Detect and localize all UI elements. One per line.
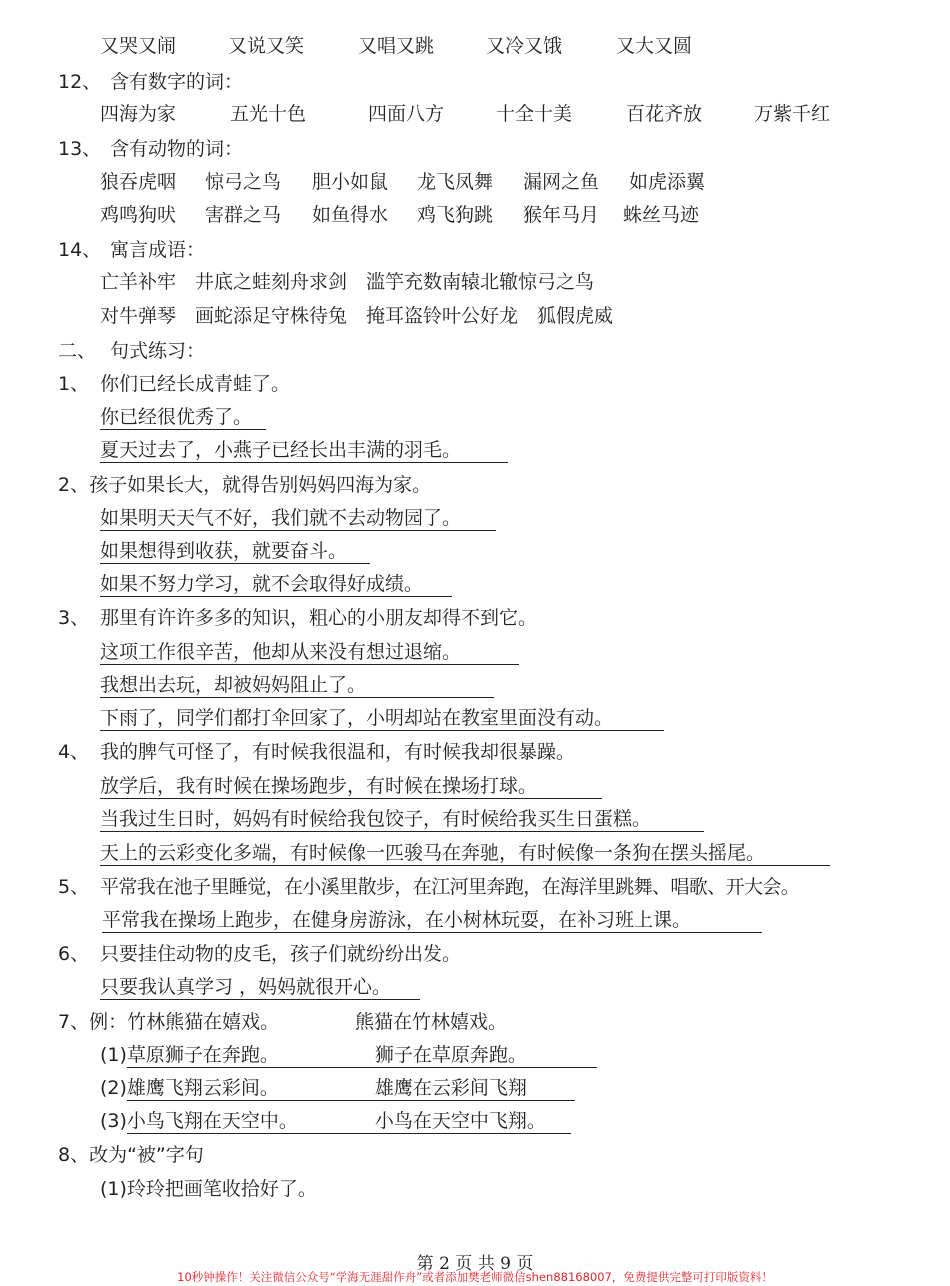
item-label: (3) xyxy=(100,1110,127,1132)
question-5 xyxy=(58,875,799,899)
question-example: 7、例：竹林熊猫在嬉戏。 xyxy=(58,1011,280,1033)
answer-line xyxy=(100,706,664,731)
word: 又唱又跳 xyxy=(358,35,435,57)
answer-text: 你已经很优秀了。 xyxy=(100,405,266,430)
answer-line xyxy=(100,405,266,430)
answer-line xyxy=(100,673,494,698)
part-number: 二、 xyxy=(58,340,97,362)
section-title: 含有数字的词： xyxy=(110,71,244,93)
question-stem: 你们已经长成青蛙了。 xyxy=(100,373,291,395)
answer-line xyxy=(100,438,508,463)
question-7 xyxy=(58,1010,507,1034)
section-title: 寓言成语： xyxy=(110,239,206,261)
answer-text: 如果想得到收获，就要奋斗。 xyxy=(100,539,370,564)
promo-note: 10秒钟操作！关注微信公众号“学海无涯甜作舟”或者添加樊老师微信shen88168007，免费提供完整可打印版资料！ xyxy=(177,1270,773,1284)
question-stem: 那里有许许多多的知识，粗心的小朋友却得不到它。 xyxy=(100,607,538,629)
word: 五光十色 xyxy=(230,103,307,125)
word-row-animals-2 xyxy=(100,203,699,227)
section-number: 12、 xyxy=(58,71,102,93)
item-sentence: 小鸟飞翔在天空中。 xyxy=(126,1110,298,1132)
word: 十全十美 xyxy=(496,103,573,125)
answer-text: 夏天过去了，小燕子已经长出丰满的羽毛。 xyxy=(100,438,508,463)
item-label: (1) xyxy=(100,1044,127,1066)
word: 又说又笑 xyxy=(228,35,305,57)
q7-item-2 xyxy=(100,1076,575,1101)
question-stem: 平常我在池子里睡觉，在小溪里散步，在江河里奔跑，在海洋里跳舞、唱歌、开大会。 xyxy=(100,876,800,898)
word: 猴年马月 xyxy=(523,204,600,226)
section-title: 含有动物的词： xyxy=(110,138,244,160)
word: 龙飞凤舞 xyxy=(417,171,494,193)
word: 胆小如鼠 xyxy=(312,171,389,193)
word: 百花齐放 xyxy=(626,103,703,125)
question-example-answer: 熊猫在竹林嬉戏。 xyxy=(355,1011,508,1033)
answer-line xyxy=(100,774,602,799)
q8-item-1: (1)玲玲把画笔收拾好了。 xyxy=(100,1178,317,1200)
answer-line xyxy=(100,975,420,1000)
question-1 xyxy=(58,372,290,396)
word: 四海为家 xyxy=(100,103,177,125)
word: 蛛丝马迹 xyxy=(623,204,700,226)
section-14-heading xyxy=(58,238,205,262)
question-8: 8、改为“被”字句 xyxy=(58,1144,204,1166)
item-answer: 小鸟在天空中飞翔。 xyxy=(374,1110,546,1132)
word-row-top xyxy=(100,34,692,58)
word: 四面八方 xyxy=(368,103,445,125)
answer-line xyxy=(100,539,370,564)
question-2: 2、孩子如果长大，就得告别妈妈四海为家。 xyxy=(58,474,432,496)
word: 如虎添翼 xyxy=(629,171,706,193)
question-3 xyxy=(58,606,537,630)
answer-line xyxy=(100,572,452,597)
section-13-heading xyxy=(58,137,243,161)
item-underline xyxy=(127,1043,597,1068)
idiom-row-2: 对牛弹琴 画蛇添足守株待兔 掩耳盗铃叶公好龙 狐假虎威 xyxy=(100,305,614,327)
item-underline xyxy=(127,1076,575,1101)
idiom-row-1: 亡羊补牢 井底之蛙刻舟求剑 滥竽充数南辕北辙惊弓之鸟 xyxy=(100,271,595,293)
question-number: 1、 xyxy=(58,373,90,395)
answer-line xyxy=(100,506,496,531)
question-stem: 我的脾气可怪了，有时候我很温和，有时候我却很暴躁。 xyxy=(100,741,576,763)
answer-text: 平常我在操场上跑步，在健身房游泳，在小树林玩耍，在补习班上课。 xyxy=(102,908,762,933)
question-stem: 只要挂住动物的皮毛，孩子们就纷纷出发。 xyxy=(100,943,462,965)
q7-item-1 xyxy=(100,1043,597,1068)
question-4 xyxy=(58,740,575,764)
question-number: 4、 xyxy=(58,741,90,763)
item-answer: 狮子在草原奔跑。 xyxy=(374,1044,527,1066)
answer-text: 这项工作很辛苦，他却从来没有想过退缩。 xyxy=(100,640,519,665)
answer-text: 放学后，我有时候在操场跑步，有时候在操场打球。 xyxy=(100,774,602,799)
word: 万紫千红 xyxy=(754,103,831,125)
answer-text: 只要我认真学习 ，妈妈就很开心。 xyxy=(100,975,420,1000)
part-2-heading xyxy=(58,339,205,363)
word: 又大又圆 xyxy=(616,35,693,57)
word: 漏网之鱼 xyxy=(523,171,600,193)
answer-text: 天上的云彩变化多端，有时候像一匹骏马在奔驰，有时候像一条狗在摆头摇尾。 xyxy=(100,841,830,866)
question-6 xyxy=(58,942,461,966)
answer-text: 下雨了，同学们都打伞回家了，小明却站在教室里面没有动。 xyxy=(100,706,664,731)
word: 鸡鸣狗吠 xyxy=(100,204,177,226)
item-sentence: 雄鹰飞翔云彩间。 xyxy=(126,1077,279,1099)
answer-text: 当我过生日时，妈妈有时候给我包饺子，有时候给我买生日蛋糕。 xyxy=(100,807,704,832)
question-number: 3、 xyxy=(58,607,90,629)
section-12-heading xyxy=(58,70,243,94)
answer-text: 如果不努力学习，就不会取得好成绩。 xyxy=(100,572,452,597)
answer-line xyxy=(100,841,830,866)
word: 惊弓之鸟 xyxy=(205,171,282,193)
word: 又哭又闹 xyxy=(100,35,177,57)
word: 如鱼得水 xyxy=(312,204,389,226)
word: 鸡飞狗跳 xyxy=(417,204,494,226)
answer-line xyxy=(100,807,704,832)
section-number: 14、 xyxy=(58,239,102,261)
answer-line xyxy=(100,640,519,665)
answer-text: 我想出去玩，却被妈妈阻止了。 xyxy=(100,673,494,698)
question-number: 6、 xyxy=(58,943,90,965)
item-answer: 雄鹰在云彩间飞翔 xyxy=(374,1077,527,1099)
word-row-animals-1 xyxy=(100,170,705,194)
item-underline xyxy=(127,1109,571,1134)
page-number: 第 2 页 共 9 页 xyxy=(416,1254,534,1274)
section-number: 13、 xyxy=(58,138,102,160)
question-number: 5、 xyxy=(58,876,90,898)
word-row-numbers xyxy=(100,102,830,126)
item-label: (2) xyxy=(100,1077,127,1099)
answer-text: 如果明天天气不好，我们就不去动物园了。 xyxy=(100,506,496,531)
part-title: 句式练习： xyxy=(110,340,206,362)
word: 害群之马 xyxy=(205,204,282,226)
q7-item-3 xyxy=(100,1109,571,1134)
answer-line xyxy=(102,908,762,933)
word: 狼吞虎咽 xyxy=(100,171,177,193)
word: 又冷又饿 xyxy=(486,35,563,57)
item-sentence: 草原狮子在奔跑。 xyxy=(126,1044,279,1066)
